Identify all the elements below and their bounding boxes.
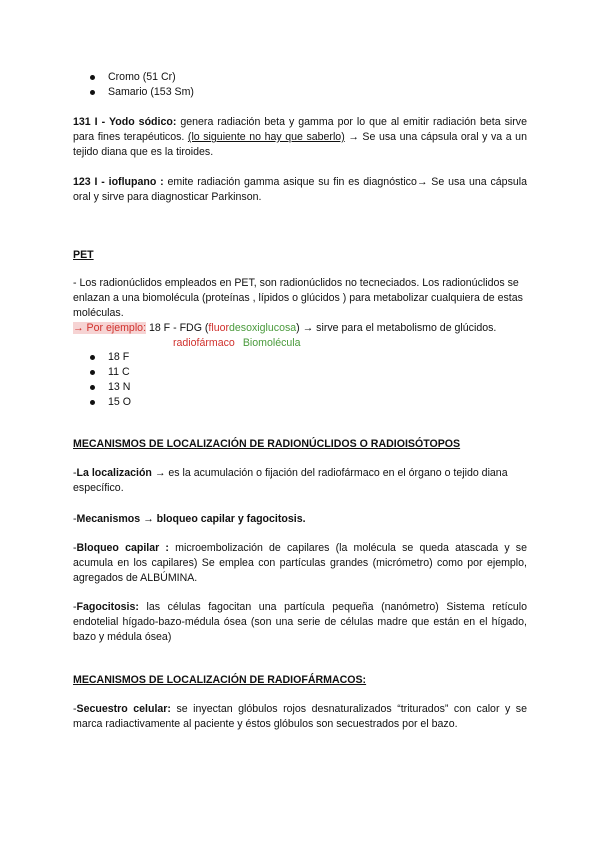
ioflupano-text: emite radiación gamma asique su fin es diagnóstico→ Se usa una cápsula oral y sirve para diagnosticar Parkinson. <box>73 176 528 203</box>
phagocytosis-term: Fagocitosis: <box>76 601 139 613</box>
pet-example-desoxi: desoxiglucosa <box>229 322 297 334</box>
capillary-block-paragraph <box>73 541 527 586</box>
capillary-block-text: microembolización de capilares (la molécula se queda atascada y se acumula en los capilares) Se emplea con partículas grandes (micrómetro) como por ejemplo, agregados de ALBÚMINA. <box>73 542 527 584</box>
cell-sequestration-paragraph <box>73 702 527 732</box>
yodo-text-a: genera radiación beta y gamma por lo que al emitir radiación beta sirve para fines terapéuticos. <box>73 116 527 143</box>
dash: - <box>73 601 77 613</box>
phagocytosis-text: las células fagocitan una partícula pequeña (nanómetro) Sistema retículo endotelial hígado-bazo-médula ósea (son una serie de células madre que están en el hígado, bazo y médula ósea) <box>73 601 527 643</box>
pet-example-label: → Por ejemplo: <box>73 322 147 334</box>
dash: - <box>73 513 77 525</box>
dash: - <box>73 542 77 554</box>
label-biomolecula: Biomolécula <box>242 337 301 349</box>
yodo-note: (lo siguiente no hay que saberlo) <box>187 131 345 143</box>
list-item: 18 F <box>73 350 131 365</box>
pet-heading: PET <box>73 249 94 261</box>
localization-text: es la acumulación o fijación del radiofármaco en el órgano o tejido diana específico. <box>73 467 508 494</box>
list-item: Samario (153 Sm) <box>73 85 194 100</box>
dash: - <box>73 467 77 479</box>
list-item: 13 N <box>73 380 131 395</box>
ioflupano-paragraph <box>73 175 527 205</box>
list-item: 11 C <box>73 365 131 380</box>
yodo-text-b: → Se usa una cápsula oral y va a un tejido diana que es la tiroides. <box>73 131 527 158</box>
cell-sequestration-text: se inyectan glóbulos rojos desnaturalizados “triturados” con calor y se marca radiactivamente al paciente y éstos glóbulos son secuestrados por el bazo. <box>73 703 527 730</box>
localization-term: La localización → <box>76 467 166 479</box>
pet-example-a: 18 F - FDG ( <box>146 322 209 334</box>
yodo-paragraph <box>73 115 527 160</box>
pet-example-b: ) → sirve para el metabolismo de glúcidos. <box>296 322 497 334</box>
cell-sequestration-term: Secuestro celular: <box>76 703 171 715</box>
mechanisms-term: Mecanismos → bloqueo capilar y fagocitosis. <box>76 513 306 525</box>
pet-paragraph: - Los radionúclidos empleados en PET, son radionúclidos no tecneciados. Los radionúclidos se enlazan a una biomolécula (proteínas , lípidos o glúcidos ) para metabolizar cualquiera de estas moléculas. <box>73 277 523 319</box>
yodo-term: 131 I - Yodo sódico: <box>73 116 177 128</box>
radiopharmaceuticals-heading: MECANISMOS DE LOCALIZACIÓN DE RADIOFÁRMACOS: <box>73 674 367 686</box>
pet-example <box>73 321 527 336</box>
isotope-list-top <box>73 70 194 100</box>
phagocytosis-paragraph <box>73 600 527 645</box>
pet-example-fluor: fluor <box>208 322 230 334</box>
dash: - <box>73 703 77 715</box>
list-item: 15 O <box>73 395 131 410</box>
pet-labels <box>73 336 527 351</box>
capillary-block-term: Bloqueo capilar : <box>76 542 169 554</box>
localization-heading: MECANISMOS DE LOCALIZACIÓN DE RADIONÚCLIDOS O RADIOISÓTOPOS <box>73 438 461 450</box>
mechanisms-paragraph <box>73 512 527 527</box>
pet-isotope-list <box>73 350 131 410</box>
ioflupano-term: 123 I - ioflupano : <box>73 176 164 188</box>
list-item: Cromo (51 Cr) <box>73 70 194 85</box>
label-radiofarmaco: radiofármaco <box>173 337 235 349</box>
localization-paragraph <box>73 466 527 496</box>
